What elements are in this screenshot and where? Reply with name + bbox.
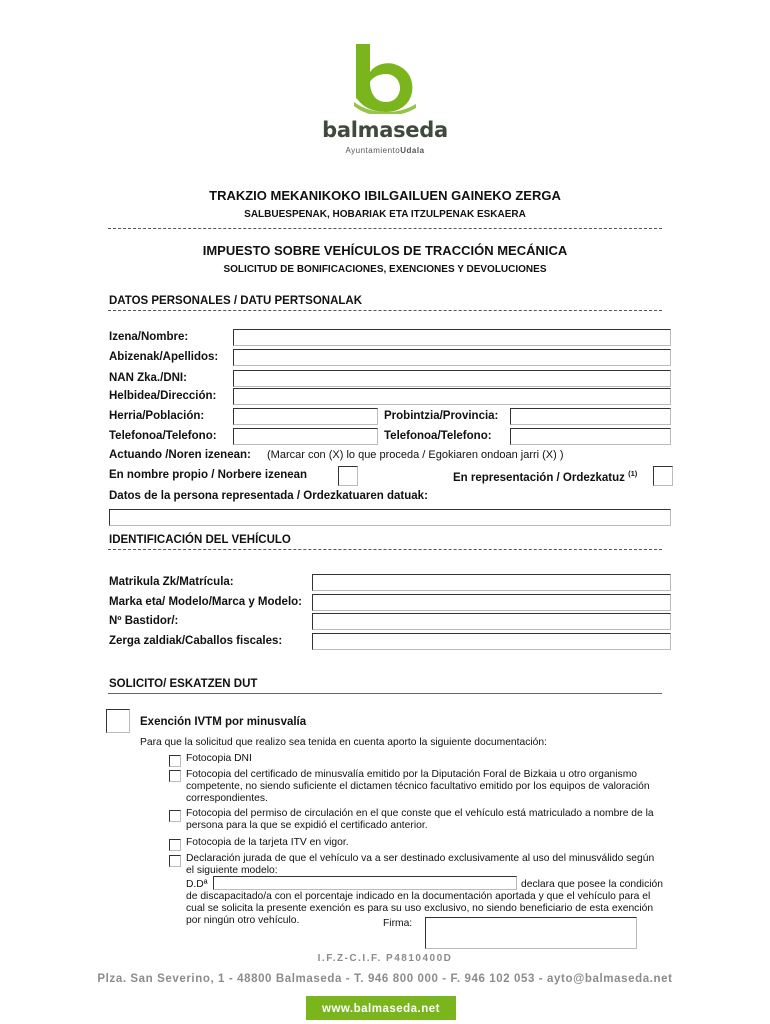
- town-label: Herria/Población:: [109, 410, 205, 422]
- acting-hint: (Marcar con (X) lo que proceda / Egokiaren ondoan jarri (X) ): [267, 449, 564, 461]
- doc5-text: [186, 853, 654, 877]
- phone1-label: Telefonoa/Telefono:: [109, 430, 217, 442]
- section-personal: DATOS PERSONALES / DATU PERTSONALAK: [109, 295, 363, 307]
- footer-website: www.balmaseda.net: [322, 1003, 440, 1015]
- dd-after-text: declara que posee la condición: [521, 879, 663, 890]
- dni-field[interactable]: [233, 370, 671, 387]
- docs-intro: Para que la solicitud que realizo sea tenida en cuenta aporto la siguiente documentación:: [140, 737, 547, 748]
- declaration-line: cual se solicita la presente exención es para su uso exclusivo, no siendo beneficiario de esta exención: [186, 903, 654, 914]
- signature-label: Firma:: [383, 918, 413, 929]
- phone2-field[interactable]: [510, 428, 671, 445]
- phone1-field[interactable]: [233, 428, 378, 445]
- subtitle-eu: SALBUESPENAK, HOBARIAK ETA ITZULPENAK ESKAERA: [244, 209, 526, 220]
- footer-cif: I.F.Z-C.I.F. P4810400D: [317, 953, 453, 964]
- divider: [108, 693, 662, 694]
- dni-label: NAN Zka./DNI:: [109, 372, 187, 384]
- plate-field[interactable]: [312, 574, 671, 591]
- chassis-field[interactable]: [312, 613, 671, 630]
- plate-label: Matrikula Zk/Matrícula:: [109, 576, 234, 588]
- exemption-checkbox[interactable]: [106, 709, 130, 733]
- doc1-label: Fotocopia DNI: [186, 753, 252, 764]
- doc2-checkbox[interactable]: [169, 770, 181, 782]
- doc5-checkbox[interactable]: [169, 855, 181, 867]
- logo-sub-bold: Udala: [400, 146, 425, 155]
- doc2-text: [186, 769, 650, 805]
- declaration-line: de discapacitado/a con el porcentaje indicado en la documentación aportada y que el vehículo para el: [186, 891, 651, 902]
- doc2-line: correspondientes.: [186, 793, 268, 804]
- surname-field[interactable]: [233, 349, 671, 366]
- signature-field[interactable]: [425, 917, 637, 949]
- province-label: Probintzia/Provincia:: [384, 410, 499, 422]
- surname-label: Abizenak/Apellidos:: [109, 351, 219, 363]
- represented-field[interactable]: [109, 509, 671, 526]
- divider: [108, 549, 662, 550]
- logo-sub-light: Ayuntamiento: [345, 146, 401, 155]
- exemption-label: Exención IVTM por minusvalía: [140, 716, 307, 728]
- doc4-label: Fotocopia de la tarjeta ITV en vigor.: [186, 837, 349, 848]
- logo-name: balmaseda: [322, 118, 448, 142]
- doc5-line: Declaración jurada de que el vehículo va a ser destinado exclusivamente al uso del minusválido según: [186, 853, 655, 864]
- doc3-checkbox[interactable]: [169, 810, 181, 822]
- own-name-label: En nombre propio / Norbere izenean: [109, 469, 308, 481]
- doc3-text: [186, 808, 654, 832]
- representation-note: (1): [628, 469, 638, 478]
- declaration-line: por ningún otro vehículo.: [186, 915, 300, 926]
- name-label: Izena/Nombre:: [109, 331, 189, 343]
- logo: [320, 40, 450, 160]
- footer-address: Plza. San Severino, 1 - 48800 Balmaseda - T. 946 800 000 - F. 946 102 053 - ayto@balmaseda.net: [97, 973, 673, 985]
- chassis-label: Nº Bastidor/:: [109, 615, 179, 627]
- doc2-line: Fotocopia del certificado de minusvalía emitido por la Diputación Foral de Bizkaia u otro organismo: [186, 769, 638, 780]
- logo-subtitle: [320, 146, 450, 155]
- model-label: Marka eta/ Modelo/Marca y Modelo:: [109, 596, 302, 608]
- doc4-checkbox[interactable]: [169, 839, 181, 851]
- section-vehicle: IDENTIFICACIÓN DEL VEHÍCULO: [109, 534, 291, 546]
- balmaseda-b-logo-icon: [350, 42, 420, 114]
- representation-label: [453, 469, 637, 484]
- dd-name-field[interactable]: [213, 876, 517, 890]
- title-es: IMPUESTO SOBRE VEHÍCULOS DE TRACCIÓN MECÁNICA: [202, 243, 568, 258]
- doc5-line: el siguiente modelo:: [186, 865, 278, 876]
- doc1-checkbox[interactable]: [169, 755, 181, 767]
- representation-checkbox[interactable]: [653, 466, 673, 486]
- doc2-line: competente, no siendo suficiente el dictamen técnico facultativo emitido por los equipos de valoración: [186, 781, 650, 792]
- dd-label: D.Dª: [186, 879, 208, 890]
- address-label: Helbidea/Dirección:: [109, 390, 217, 402]
- phone2-label: Telefonoa/Telefono:: [384, 430, 492, 442]
- model-field[interactable]: [312, 594, 671, 611]
- hp-field[interactable]: [312, 633, 671, 650]
- title-eu: TRAKZIO MEKANIKOKO IBILGAILUEN GAINEKO ZERGA: [209, 188, 561, 203]
- name-field[interactable]: [233, 329, 671, 346]
- section-request: SOLICITO/ ESKATZEN DUT: [109, 678, 258, 690]
- doc3-line: Fotocopia del permiso de circulación en el que conste que el vehículo está matriculado a nombre de la: [186, 808, 654, 819]
- acting-label: Actuando /Noren izenean:: [109, 449, 251, 461]
- doc3-line: persona para la que se expidió el certificado anterior.: [186, 820, 428, 831]
- representation-text: En representación / Ordezkatuz: [453, 471, 625, 484]
- divider: [108, 228, 662, 229]
- address-field[interactable]: [233, 388, 671, 405]
- divider: [108, 310, 662, 311]
- own-name-checkbox[interactable]: [338, 466, 358, 486]
- footer-website-badge[interactable]: [306, 996, 456, 1020]
- town-field[interactable]: [233, 408, 378, 425]
- province-field[interactable]: [510, 408, 671, 425]
- represented-label: Datos de la persona representada / Ordezkatuaren datuak:: [109, 490, 428, 502]
- subtitle-es: SOLICITUD DE BONIFICACIONES, EXENCIONES Y DEVOLUCIONES: [223, 264, 547, 275]
- hp-label: Zerga zaldiak/Caballos fiscales:: [109, 635, 283, 647]
